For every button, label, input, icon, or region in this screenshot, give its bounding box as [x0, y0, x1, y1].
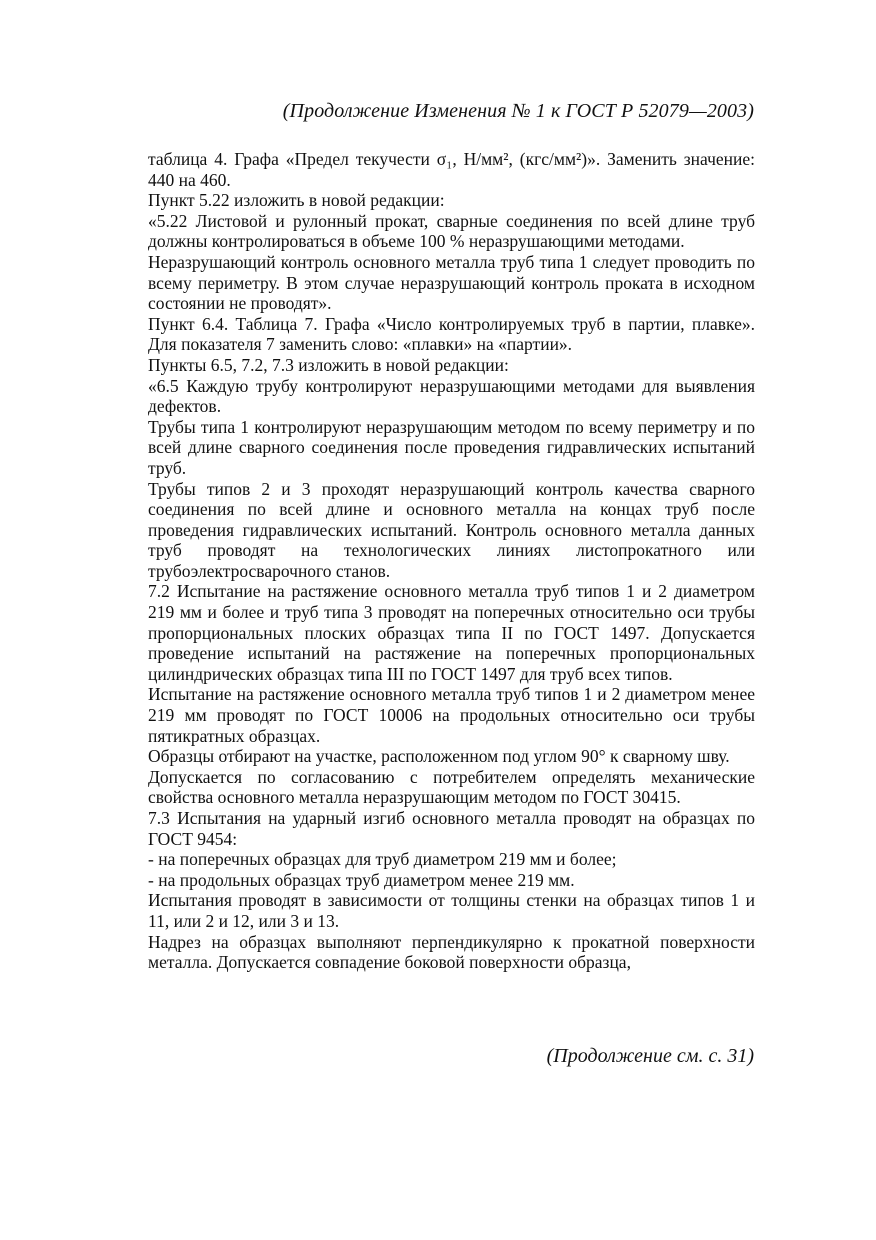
paragraph-table4-note: таблица 4. Графа «Предел текучести σ₁, Н/мм², (кгс/мм²)». Заменить значение: 440 на 460. [148, 149, 755, 190]
page-footer-continuation: (Продолжение см. с. 31) [546, 1045, 754, 1067]
paragraph-tensile-small-diameter: Испытание на растяжение основного металла труб типов 1 и 2 диаметром менее 219 мм проводят по ГОСТ 10006 на продольных относительно оси трубы пятикратных образцах. [148, 684, 755, 746]
paragraph-type2-3-pipes: Трубы типов 2 и 3 проходят неразрушающий контроль качества сварного соединения по всей длине и основного металла на концах труб после проведения гидравлических испытаний. Контроль основного металла данных труб проводят на технологических линиях листопрокатного или трубоэлектросварочного станов. [148, 478, 755, 581]
paragraph-nondestructive-control: Неразрушающий контроль основного металла труб типа 1 следует проводить по всему периметру. В этом случае неразрушающий контроль проката в исходном состоянии не проводят». [148, 251, 755, 314]
paragraph-items-intro: Пункты 6.5, 7.2, 7.3 изложить в новой редакции: [148, 354, 509, 375]
paragraph-notch: Надрез на образцах выполняют перпендикулярно к прокатной поверхности металла. Допускается совпадение боковой поверхности образца, [148, 931, 755, 973]
list-item-transverse: - на поперечных образцах для труб диаметром 219 мм и более; [148, 849, 617, 870]
paragraph-item-6-5: «6.5 Каждую трубу контролируют неразрушающими методами для выявления дефектов. [148, 375, 755, 417]
paragraph-item-5-22-intro: Пункт 5.22 изложить в новой редакции: [148, 190, 445, 211]
paragraph-item-6-4: Пункт 6.4. Таблица 7. Графа «Число контролируемых труб в партии, плавке». Для показателя 7 заменить слово: «плавки» на «партии». [148, 313, 755, 355]
list-item-longitudinal: - на продольных образцах труб диаметром менее 219 мм. [148, 869, 575, 890]
paragraph-item-7-3: 7.3 Испытания на ударный изгиб основного металла проводят на образцах по ГОСТ 9454: [148, 808, 755, 849]
paragraph-samples-angle: Образцы отбирают на участке, расположенном под углом 90° к сварному шву. [148, 746, 730, 767]
document-body [148, 149, 755, 973]
paragraph-item-7-2: 7.2 Испытание на растяжение основного металла труб типов 1 и 2 диаметром 219 мм и более и труб типа 3 проводят на поперечных относительно оси трубы пропорциональных плоских образцах типа II по ГОСТ 1497. Допускается проведение испытаний на растяжение на поперечных пропорциональных цилиндрических образцах типа III по ГОСТ 1497 для труб всех типов. [148, 581, 755, 684]
paragraph-wall-thickness: Испытания проводят в зависимости от толщины стенки на образцах типов 1 и 11, или 2 и 12, или 3 и 13. [148, 890, 755, 931]
paragraph-mechanical-properties: Допускается по согласованию с потребителем определять механические свойства основного металла неразрушающим методом по ГОСТ 30415. [148, 766, 755, 808]
paragraph-item-5-22: «5.22 Листовой и рулонный прокат, сварные соединения по всей длине труб должны контролироваться в объеме 100 % неразрушающими методами. [148, 210, 755, 252]
page-header-continuation: (Продолжение Изменения № 1 к ГОСТ Р 52079—2003) [282, 100, 754, 122]
paragraph-type1-pipes: Трубы типа 1 контролируют неразрушающим методом по всему периметру и по всей длине сварного соединения после проведения гидравлических испытаний труб. [148, 416, 755, 478]
